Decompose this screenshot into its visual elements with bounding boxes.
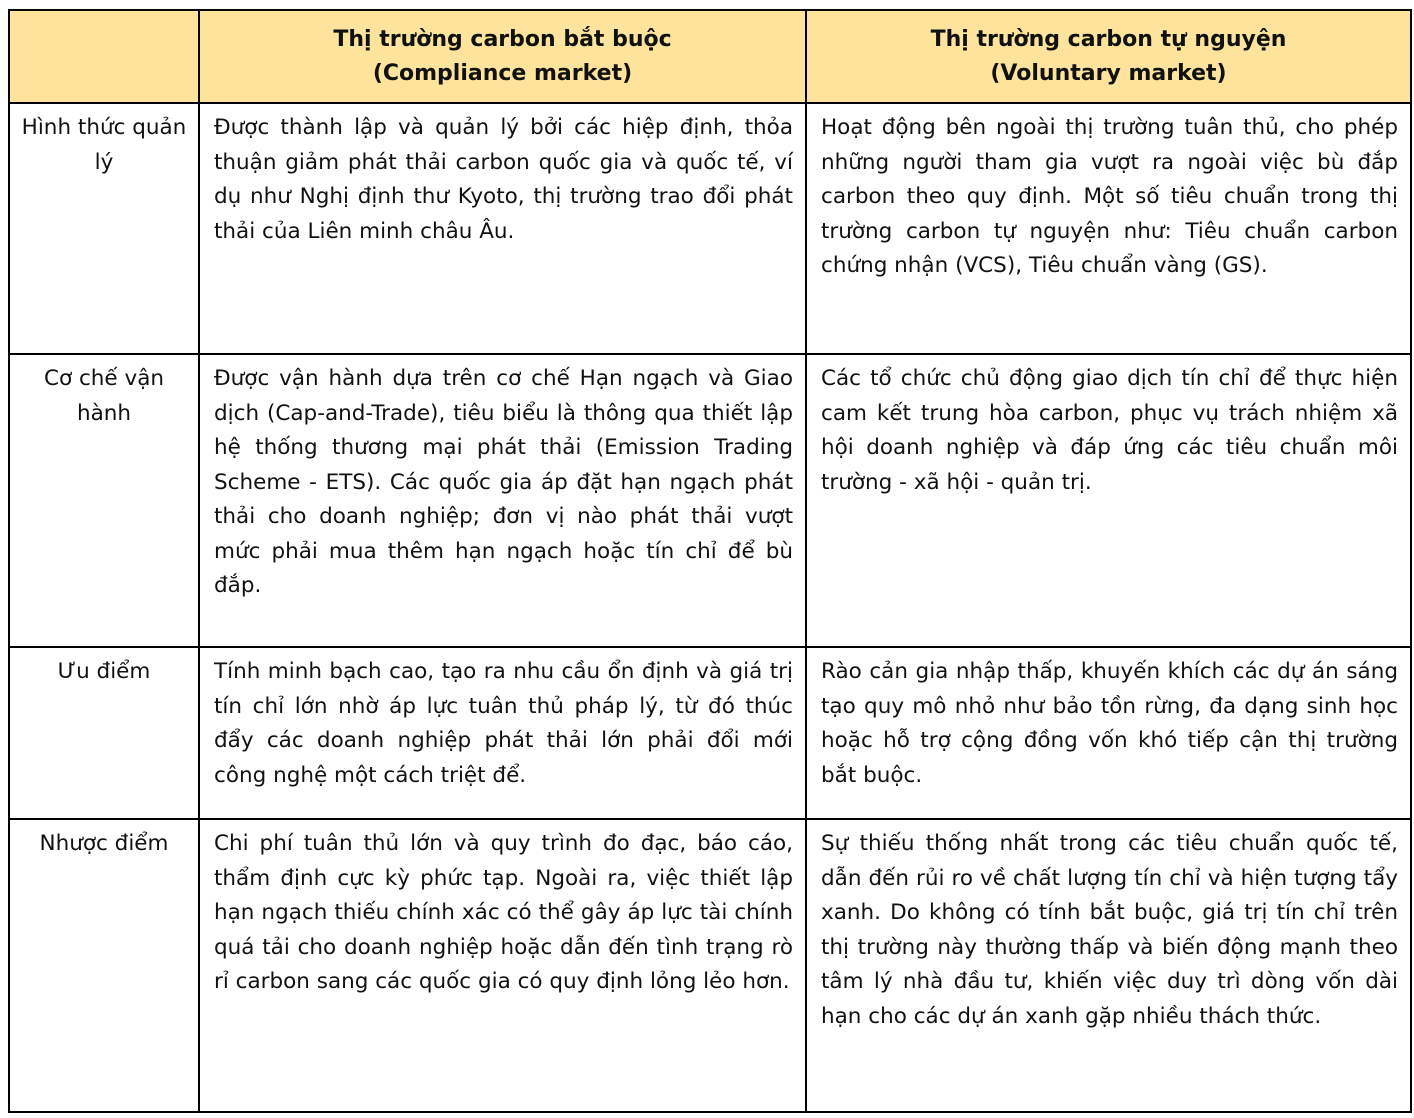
compliance-cell: Tính minh bạch cao, tạo ra nhu cầu ổn định và giá trị tín chỉ lớn nhờ áp lực tuân thủ pháp lý, từ đó thúc đẩy các doanh nghiệp phát thải lớn phải đổi mới công nghệ một cách triệt để. — [199, 647, 806, 819]
voluntary-cell: Hoạt động bên ngoài thị trường tuân thủ, cho phép những người tham gia vượt ra ngoài việc bù đắp carbon theo quy định. Một số tiêu chuẩn trong thị trường carbon tự nguyện như: Tiêu chuẩn carbon chứng nhận (VCS), Tiêu chuẩn vàng (GS). — [806, 103, 1411, 354]
compliance-cell: Được thành lập và quản lý bởi các hiệp định, thỏa thuận giảm phát thải carbon quốc gia và quốc tế, ví dụ như Nghị định thư Kyoto, thị trường trao đổi phát thải của Liên minh châu Âu. — [199, 103, 806, 354]
header-compliance-subtitle: (Compliance market) — [372, 60, 633, 86]
table-row-advantages — [9, 647, 1411, 819]
table-header — [9, 10, 1411, 103]
compliance-cell: Được vận hành dựa trên cơ chế Hạn ngạch và Giao dịch (Cap-and-Trade), tiêu biểu là thông qua thiết lập hệ thống thương mại phát thải (Emission Trading Scheme - ETS). Các quốc gia áp đặt hạn ngạch phát thải cho doanh nghiệp; đơn vị nào phát thải vượt mức phải mua thêm hạn ngạch hoặc tín chỉ để bù đắp. — [199, 354, 806, 647]
comparison-table — [8, 9, 1412, 1113]
table-row-operating-mechanism — [9, 354, 1411, 647]
table-row-disadvantages — [9, 819, 1411, 1112]
row-label: Ưu điểm — [9, 647, 199, 819]
voluntary-cell: Các tổ chức chủ động giao dịch tín chỉ để thực hiện cam kết trung hòa carbon, phục vụ trách nhiệm xã hội doanh nghiệp và đáp ứng các tiêu chuẩn môi trường - xã hội - quản trị. — [806, 354, 1411, 647]
table-row-management-form — [9, 103, 1411, 354]
header-voluntary-market — [806, 10, 1411, 103]
voluntary-cell: Sự thiếu thống nhất trong các tiêu chuẩn quốc tế, dẫn đến rủi ro về chất lượng tín chỉ và hiện tượng tẩy xanh. Do không có tính bắt buộc, giá trị tín chỉ trên thị trường này thường thấp và biến động mạnh theo tâm lý nhà đầu tư, khiến việc duy trì dòng vốn dài hạn cho các dự án xanh gặp nhiều thách thức. — [806, 819, 1411, 1112]
voluntary-cell: Rào cản gia nhập thấp, khuyến khích các dự án sáng tạo quy mô nhỏ như bảo tồn rừng, đa dạng sinh học hoặc hỗ trợ cộng đồng vốn khó tiếp cận thị trường bắt buộc. — [806, 647, 1411, 819]
header-corner-cell — [9, 10, 199, 103]
row-label: Cơ chế vận hành — [9, 354, 199, 647]
compliance-cell: Chi phí tuân thủ lớn và quy trình đo đạc, báo cáo, thẩm định cực kỳ phức tạp. Ngoài ra, việc thiết lập hạn ngạch thiếu chính xác có thể gây áp lực tài chính quá tải cho doanh nghiệp hoặc dẫn đến tình trạng rò rỉ carbon sang các quốc gia có quy định lỏng lẻo hơn. — [199, 819, 806, 1112]
row-label: Nhược điểm — [9, 819, 199, 1112]
header-compliance-market — [199, 10, 806, 103]
header-voluntary-subtitle: (Voluntary market) — [990, 60, 1227, 86]
header-compliance-title: Thị trường carbon bắt buộc — [333, 26, 672, 52]
table-body — [9, 103, 1411, 1112]
row-label: Hình thức quản lý — [9, 103, 199, 354]
header-voluntary-title: Thị trường carbon tự nguyện — [930, 26, 1287, 52]
header-row — [9, 10, 1411, 103]
